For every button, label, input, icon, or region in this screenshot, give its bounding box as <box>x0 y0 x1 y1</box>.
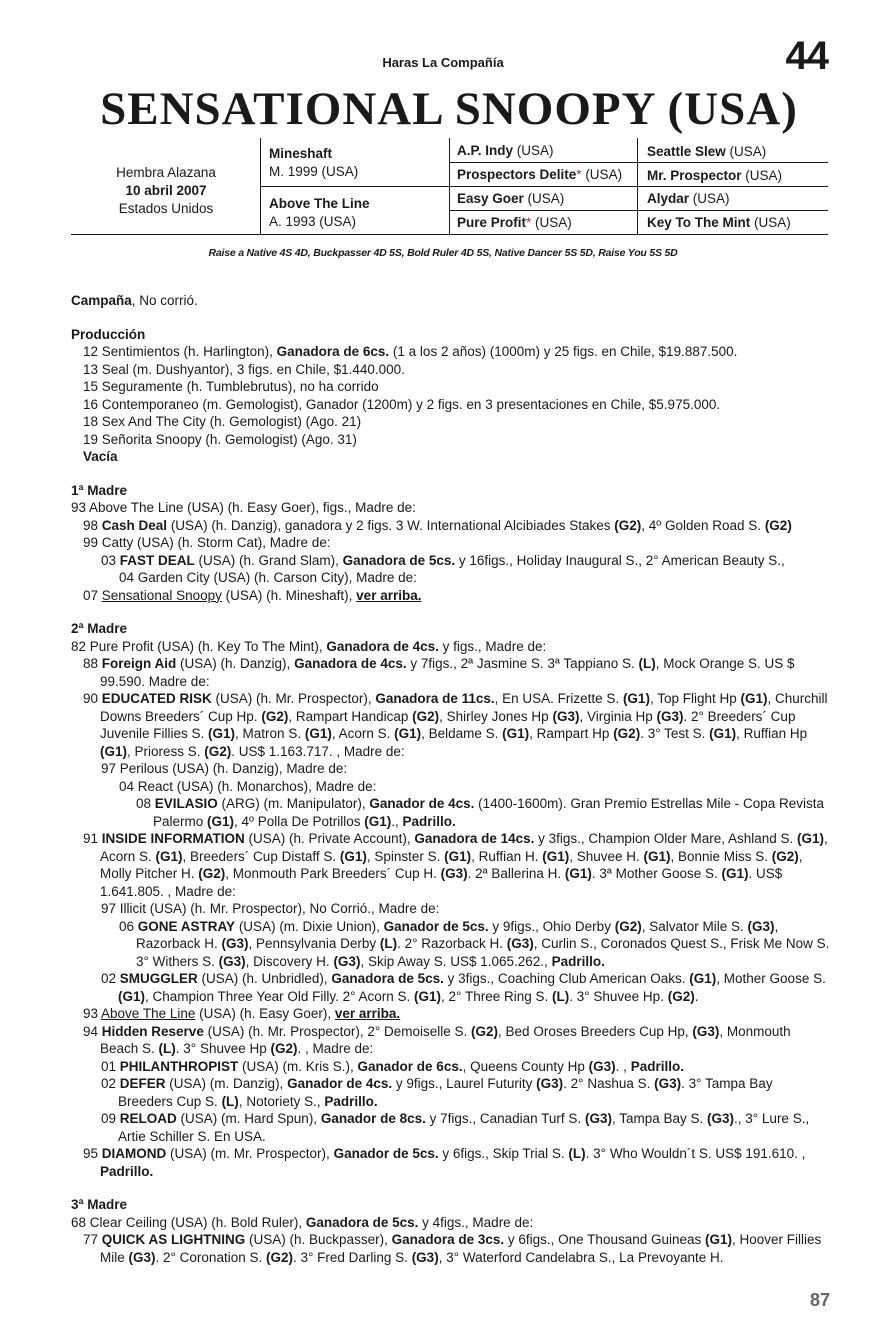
madre3-list <box>71 1214 831 1267</box>
vacia-status: Vacía <box>83 449 118 464</box>
sex-color: Hembra Alazana <box>116 165 216 180</box>
campaign: Campaña, No corrió. <box>71 293 198 308</box>
pedigree-entry: 91 INSIDE INFORMATION (USA) (h. Private Account), Ganadora de 14cs. y 3figs., Champion Older Mare, Ashland S. (G1), Acorn S. (G1), Breeders´ Cup Distaff S. (G1), Spinster S. (G1), Ruffian H. (G1), Shuvee H. (G1), Bonnie Miss S. (G2), Molly Pitcher H. (G2), Monmouth Park Breeders´ Cup H. (G3). 2ª Ballerina H. (G1). 3ª Mother Goose S. (G1). US$ 1.641.805. , Madre de: <box>83 831 828 899</box>
divider <box>449 210 828 211</box>
produccion-entry: 19 Señorita Snoopy (h. Gemologist) (Ago. 31) <box>83 431 357 447</box>
gen3-1: Seattle Slew (USA) <box>647 144 767 159</box>
pedigree-entry: 82 Pure Profit (USA) (h. Key To The Mint), Ganadora de 4cs. y figs., Madre de: <box>71 638 547 654</box>
gen3-2: Mr. Prospector (USA) <box>647 168 783 183</box>
gen3-4: Key To The Mint (USA) <box>647 215 791 230</box>
foaled-date: 10 abril 2007 <box>125 183 207 198</box>
catalog-body <box>71 292 831 1266</box>
pedigree-entry: 77 QUICK AS LIGHTNING (USA) (h. Buckpasser), Ganadora de 3cs. y 6figs., One Thousand Guineas (G1), Hoover Fillies Mile (G3). 2° Coronation S. (G2). 3° Fred Darling S. (G3), 3° Waterford Candelabra S., La Prevoyante H. <box>83 1232 822 1265</box>
pedigree-entry: 04 Garden City (USA) (h. Carson City), Madre de: <box>119 570 417 585</box>
divider <box>449 162 828 163</box>
sire-name: Mineshaft <box>269 146 333 161</box>
horse-info <box>71 164 261 218</box>
pedigree-entry: 68 Clear Ceiling (USA) (h. Bold Ruler), Ganadora de 5cs. y 4figs., Madre de: <box>71 1214 534 1230</box>
granddam-paternal: Prospectors Delite* (USA) <box>457 167 623 182</box>
grandsire-paternal: A.P. Indy (USA) <box>457 143 554 158</box>
granddam-maternal: Pure Profit* (USA) <box>457 215 572 230</box>
dam-info: A. 1993 (USA) <box>269 214 357 229</box>
dam <box>269 195 370 231</box>
horse-title: SENSATIONAL SNOOPY (USA) <box>100 83 798 135</box>
produccion-entry: 12 Sentimientos (h. Harlington), Ganadora de 6cs. (1 a los 2 años) (1000m) y 25 figs. en Chile, $19.887.500. <box>83 344 738 359</box>
pedigree-entry: 03 FAST DEAL (USA) (h. Grand Slam), Ganadora de 5cs. y 16figs., Holiday Inaugural S., 2° American Beauty S., <box>101 552 785 568</box>
madre1-list <box>71 499 831 604</box>
produccion-entry: 13 Seal (m. Dushyantor), 3 figs. en Chile, $1.440.000. <box>83 361 405 377</box>
pedigree-entry: 93 Above The Line (USA) (h. Easy Goer), figs., Madre de: <box>71 500 416 515</box>
madre2-list <box>71 638 831 1181</box>
pedigree-entry: 02 SMUGGLER (USA) (h. Unbridled), Ganadora de 5cs. y 3figs., Coaching Club American Oaks. (G1), Mother Goose S. (G1), Champion Three Year Old Filly. 2° Acorn S. (G1), 2° Three Ring S. (L). 3° Shuvee Hp. (G2). <box>101 971 826 1004</box>
pedigree-entry: 04 React (USA) (h. Monarchos), Madre de: <box>119 778 377 794</box>
pedigree-entry: 94 Hidden Reserve (USA) (h. Mr. Prospector), 2° Demoiselle S. (G2), Bed Oroses Breeders Cup Hp, (G3), Monmouth Beach S. (L). 3° Shuvee Hp (G2). , Madre de: <box>83 1023 791 1056</box>
dam-name: Above The Line <box>269 196 370 211</box>
pedigree-entry: 90 EDUCATED RISK (USA) (h. Mr. Prospector), Ganadora de 11cs., En USA. Frizette S. (G1), Top Flight Hp (G1), Churchill Downs Breeders´ Cup Hp. (G2), Rampart Handicap (G2), Shirley Jones Hp (G3), Virginia Hp (G3). 2° Breeders´ Cup Juvenile Fillies S. (G1), Matron S. (G1), Acorn S. (G1), Beldame S. (G1), Rampart Hp (G2). 3° Test S. (G1), Ruffian Hp (G1), Prioress S. (G2). US$ 1.163.717. , Madre de: <box>83 691 828 759</box>
pedigree-entry: 02 DEFER (USA) (m. Danzig), Ganador de 4cs. y 9figs., Laurel Futurity (G3). 2° Nashua S. (G3). 3° Tampa Bay Breeders Cup S. (L), Notoriety S., Padrillo. <box>101 1076 773 1109</box>
pedigree-entry: 93 Above The Line (USA) (h. Easy Goer), ver arriba. <box>83 1006 401 1021</box>
pedigree-entry: 95 DIAMOND (USA) (m. Mr. Prospector), Ganador de 5cs. y 6figs., Skip Trial S. (L). 3° Who Wouldn´t S. US$ 191.610. , Padrillo. <box>83 1146 806 1179</box>
madre2-heading: 2ª Madre <box>71 621 128 636</box>
pedigree-entry: 09 RELOAD (USA) (m. Hard Spun), Ganador de 8cs. y 7figs., Canadian Turf S. (G3), Tampa Bay S. (G3)., 3° Lure S., Artie Schiller S. En USA. <box>101 1111 810 1144</box>
breeder-name: Haras La Compañía <box>382 55 504 70</box>
pedigree-table <box>71 138 828 235</box>
inbreeding-crosses: Raise a Native 4S 4D, Buckpasser 4D 5S, Bold Ruler 4D 5S, Native Dancer 5S 5D, Raise You 5S 5D <box>208 247 678 259</box>
produccion-heading: Producción <box>71 326 146 342</box>
pedigree-entry: 07 Sensational Snoopy (USA) (h. Mineshaft), ver arriba. <box>83 587 422 603</box>
pedigree-entry: 97 Perilous (USA) (h. Danzig), Madre de: <box>101 761 348 776</box>
pedigree-entry: 06 GONE ASTRAY (USA) (m. Dixie Union), Ganador de 5cs. y 9figs., Ohio Derby (G2), Salvator Mile S. (G3), Razorback H. (G3), Pennsylvania Derby (L). 2° Razorback H. (G3), Curlin S., Coronados Quest S., Frisk Me Now S. 3° Withers S. (G3), Discovery H. (G3), Skip Away S. US$ 1.065.262., Padrillo. <box>119 918 830 969</box>
sire <box>269 145 358 181</box>
page-number: 87 <box>809 1290 830 1310</box>
sire-info: M. 1999 (USA) <box>269 164 359 179</box>
country: Estados Unidos <box>118 201 214 216</box>
madre1-heading: 1ª Madre <box>71 482 128 498</box>
divider <box>260 186 828 187</box>
pedigree-entry: 01 PHILANTHROPIST (USA) (m. Kris S.), Ganador de 6cs., Queens County Hp (G3). , Padrillo. <box>101 1058 684 1074</box>
pedigree-entry: 08 EVILASIO (ARG) (m. Manipulator), Ganador de 4cs. (1400-1600m). Gran Premio Estrellas Mile - Copa Revista Palermo (G1), 4º Polla De Potrillos (G1)., Padrillo. <box>136 796 825 829</box>
lot-number: 44 <box>785 34 828 78</box>
madre3-heading: 3ª Madre <box>71 1197 128 1212</box>
pedigree-entry: 88 Foreign Aid (USA) (h. Danzig), Ganadora de 4cs. y 7figs., 2ª Jasmine S. 3ª Tappiano S. (L), Mock Orange S. US $ 99.590. Madre de: <box>83 656 795 689</box>
produccion-entry: 15 Seguramente (h. Tumblebrutus), no ha corrido <box>83 379 379 394</box>
gen3-3: Alydar (USA) <box>647 191 730 206</box>
pedigree-entry: 99 Catty (USA) (h. Storm Cat), Madre de: <box>83 535 331 550</box>
produccion-entry: 16 Contemporaneo (m. Gemologist), Ganador (1200m) y 2 figs. en 3 presentaciones en Chile, $5.975.000. <box>83 396 721 412</box>
grandsire-maternal: Easy Goer (USA) <box>457 191 565 206</box>
produccion-entry: 18 Sex And The City (h. Gemologist) (Ago. 21) <box>83 414 362 429</box>
produccion-list <box>71 343 831 448</box>
pedigree-entry: 98 Cash Deal (USA) (h. Danzig), ganadora y 2 figs. 3 W. International Alcibiades Stakes (G2), 4º Golden Road S. (G2) <box>83 517 792 533</box>
pedigree-entry: 97 Illicit (USA) (h. Mr. Prospector), No Corrió., Madre de: <box>101 901 440 916</box>
